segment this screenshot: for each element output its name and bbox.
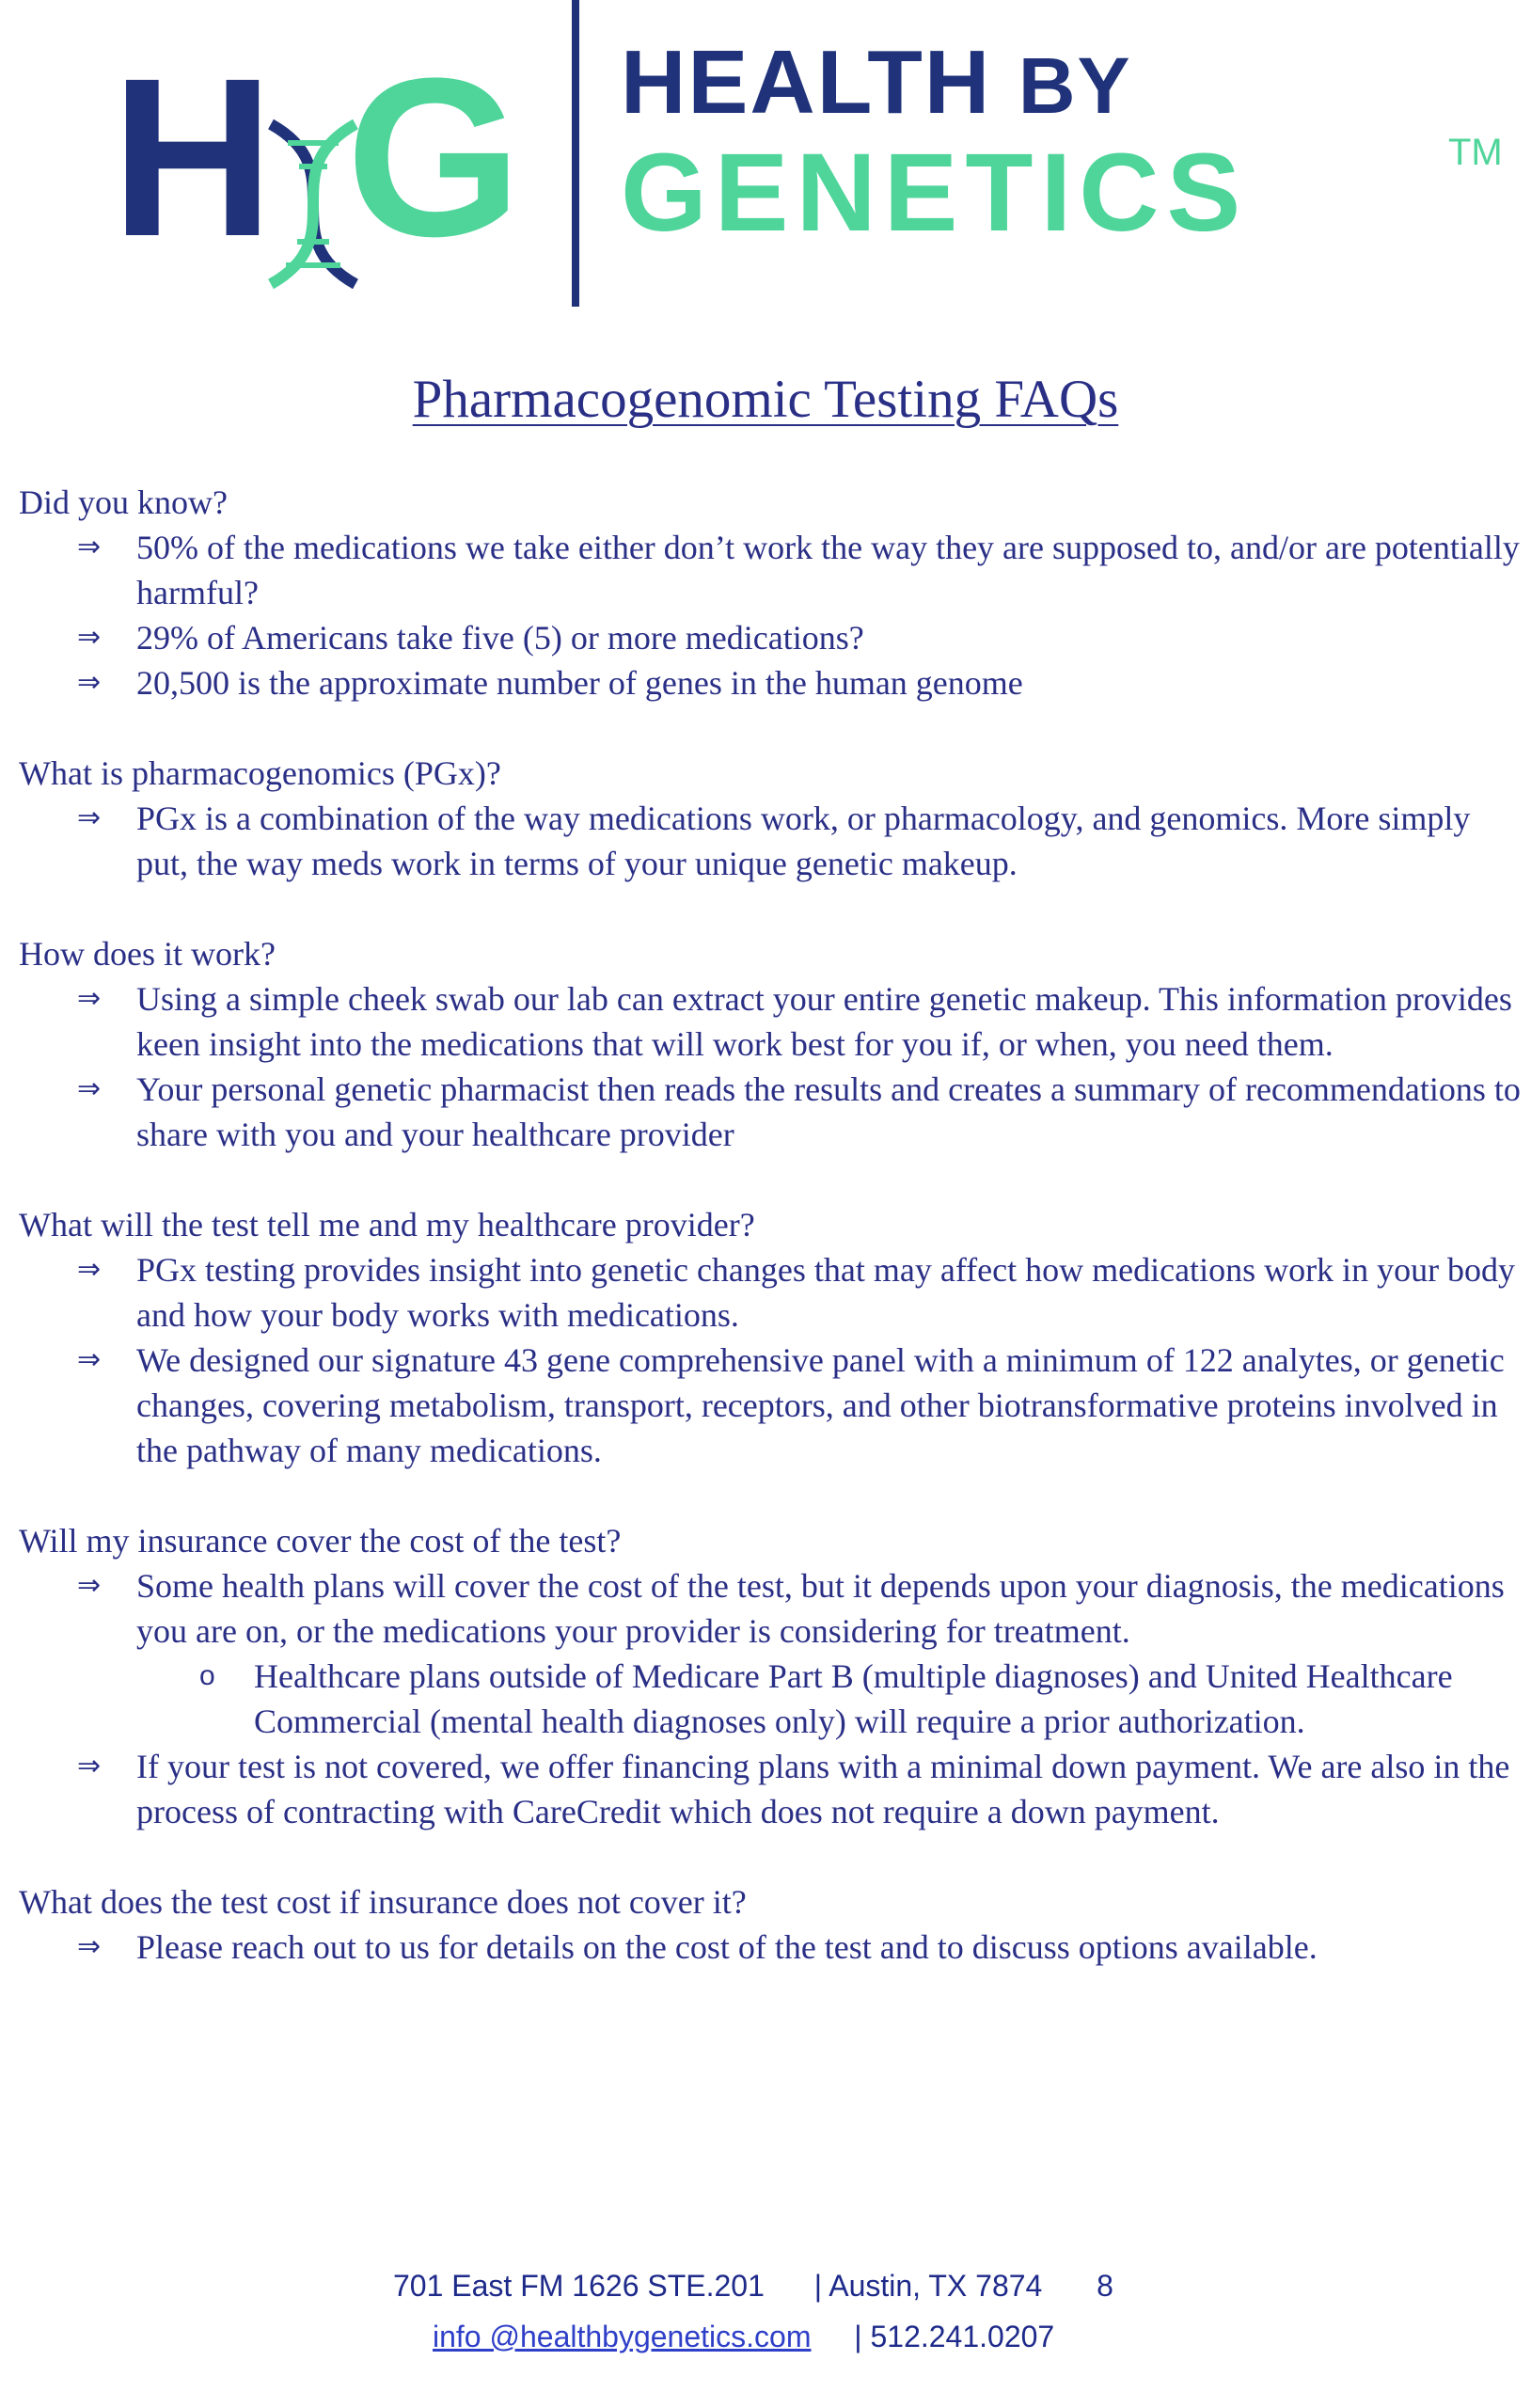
- arrow-icon: ⇒: [77, 1253, 102, 1286]
- logo-letter-g: G: [346, 31, 522, 283]
- footer-address: 701 East FM 1626 STE.201: [393, 2269, 765, 2303]
- header: [0, 0, 1531, 320]
- faq-bullet-list: [19, 1563, 1523, 1834]
- faq-section-insurance: [19, 1518, 1523, 1834]
- faq-bullet-text: If your test is not covered, we offer financing plans with a minimal down payment. We are also in the process of contracting with CareCredit which does not require a down payment.: [136, 1748, 1510, 1830]
- faq-bullet-text: Some health plans will cover the cost of the test, but it depends upon your diagnosis, the medications you are on, or the medications your provider is considering for treatment.: [136, 1567, 1505, 1650]
- arrow-icon: ⇒: [77, 621, 102, 654]
- faq-question: Will my insurance cover the cost of the test?: [19, 1522, 622, 1560]
- faq-bullet-list: [19, 1925, 1523, 1970]
- brand-health: HEALTH: [621, 32, 992, 133]
- faq-content: [19, 480, 1523, 2015]
- arrow-icon: ⇒: [77, 1750, 102, 1782]
- faq-section-how-does-it-work: [19, 931, 1523, 1157]
- faq-bullet-list: [19, 796, 1523, 886]
- faq-bullet-text: 50% of the medications we take either don’t work the way they are supposed to, and/or are potentially harmful?: [136, 529, 1520, 611]
- faq-bullet-text: PGx is a combination of the way medications work, or pharmacology, and genomics. More simply put, the way meds work in terms of your unique genetic makeup.: [136, 800, 1471, 882]
- faq-bullet-list: [19, 525, 1523, 705]
- faq-bullet: [19, 976, 1523, 1067]
- faq-bullet-text: PGx testing provides insight into genetic changes that may affect how medications work in your body and how your body works with medications.: [136, 1251, 1516, 1334]
- arrow-icon: ⇒: [77, 1930, 102, 1963]
- faq-question: What is pharmacogenomics (PGx)?: [19, 754, 501, 792]
- faq-bullet: [19, 1563, 1523, 1654]
- faq-question: Did you know?: [19, 483, 228, 521]
- arrow-icon: ⇒: [77, 1343, 102, 1376]
- arrow-icon: ⇒: [77, 666, 102, 699]
- arrow-icon: ⇒: [77, 531, 102, 563]
- footer-email-link[interactable]: info @healthbygenetics.com: [433, 2320, 812, 2353]
- faq-bullet: [19, 525, 1523, 615]
- footer-phone: | 512.241.0207: [854, 2320, 1055, 2353]
- circle-bullet-icon: o: [199, 1660, 215, 1691]
- footer-city: | Austin, TX 7874: [813, 2269, 1043, 2303]
- footer-zip-tail: 8: [1097, 2269, 1113, 2303]
- footer-contact-row: [433, 2318, 1054, 2355]
- brand-line-health: [621, 32, 1248, 133]
- arrow-icon: ⇒: [77, 1072, 102, 1105]
- faq-bullet: [19, 796, 1523, 886]
- faq-sub-bullet-text: Healthcare plans outside of Medicare Part B (multiple diagnoses) and United Healthcare Commercial (mental health diagnoses only) will require a prior authorization.: [254, 1657, 1453, 1740]
- footer-address-row: [393, 2267, 1113, 2305]
- page-title-text: Pharmacogenomic Testing FAQs: [412, 370, 1119, 429]
- faq-bullet: [19, 660, 1523, 705]
- arrow-icon: ⇒: [77, 982, 102, 1015]
- logo-letter-h: H: [111, 31, 275, 283]
- faq-question: How does it work?: [19, 935, 276, 973]
- faq-sub-bullet: [19, 1654, 1523, 1744]
- arrow-icon: ⇒: [77, 801, 102, 834]
- faq-section-cost: [19, 1879, 1523, 1970]
- arrow-icon: ⇒: [77, 1569, 102, 1602]
- faq-bullet-list: [19, 1247, 1523, 1473]
- faq-bullet-text: Your personal genetic pharmacist then reads the results and creates a summary of recommendations to share with you and your healthcare provider: [136, 1070, 1521, 1153]
- brand-by: BY: [1018, 41, 1132, 130]
- page-title: [0, 367, 1531, 433]
- faq-bullet: [19, 1247, 1523, 1338]
- logo-divider: [572, 0, 579, 307]
- faq-bullet: [19, 1744, 1523, 1834]
- faq-section-what-is-pgx: [19, 751, 1523, 886]
- faq-bullet-text: We designed our signature 43 gene comprehensive panel with a minimum of 122 analytes, or genetic changes, covering metabolism, transport, receptors, and other biotransformative proteins involved in the pathway of many medications.: [136, 1341, 1505, 1469]
- brand-name: [621, 32, 1249, 255]
- faq-section-did-you-know: [19, 480, 1523, 705]
- faq-bullet-list: [19, 976, 1523, 1157]
- faq-bullet: [19, 615, 1523, 660]
- faq-bullet-text: Please reach out to us for details on the cost of the test and to discuss options available.: [136, 1928, 1318, 1966]
- faq-section-test-results: [19, 1202, 1523, 1473]
- faq-bullet-text: 20,500 is the approximate number of genes in the human genome: [136, 664, 1023, 702]
- faq-bullet: [19, 1067, 1523, 1157]
- trademark-symbol: TM: [1448, 132, 1503, 173]
- faq-question: What does the test cost if insurance does not cover it?: [19, 1883, 747, 1921]
- faq-question: What will the test tell me and my healthcare provider?: [19, 1206, 755, 1244]
- faq-bullet-text: Using a simple cheek swab our lab can extract your entire genetic makeup. This information provides keen insight into the medications that will work best for you if, or when, you need them.: [136, 980, 1512, 1063]
- faq-bullet: [19, 1925, 1523, 1970]
- hbg-logo-mark: [111, 31, 553, 283]
- faq-bullet-text: 29% of Americans take five (5) or more medications?: [136, 619, 864, 657]
- faq-bullet: [19, 1338, 1523, 1473]
- brand-genetics: GENETICS: [621, 131, 1249, 255]
